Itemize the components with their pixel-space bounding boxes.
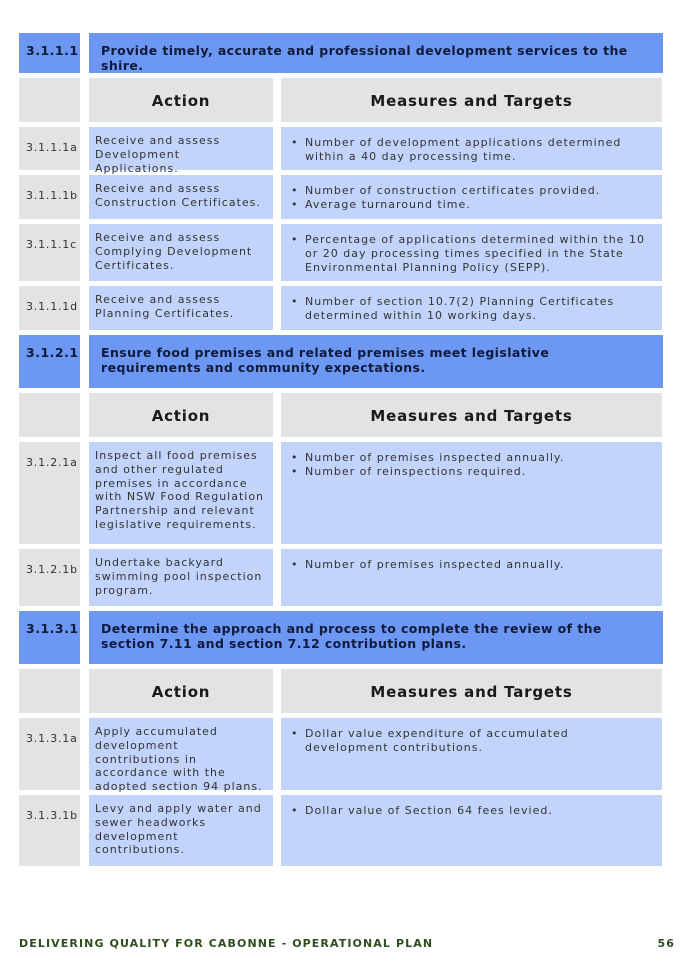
item-measures [281,224,662,281]
item-measures [281,442,662,544]
item-action: Receive and assess Development Applications. [89,127,273,170]
measure-item: • Dollar value of Section 64 fees levied. [291,804,656,818]
section-code: 3.1.1.1 [19,33,80,73]
table-row [19,286,663,330]
item-code: 3.1.2.1a [19,442,80,544]
section-title: Ensure food premises and related premises meet legislative requirements and community expectations. [89,335,663,388]
measure-item: • Number of reinspections required. [291,465,656,479]
action-column-header: Action [89,669,273,713]
item-action: Apply accumulated development contributions in accordance with the adopted section 94 plans. [89,718,273,790]
measures-column-header: Measures and Targets [281,78,662,122]
item-code: 3.1.1.1b [19,175,80,219]
item-code: 3.1.3.1b [19,795,80,866]
item-measures [281,127,662,170]
table-row [19,442,663,544]
section-header [19,33,663,73]
operational-plan-table [19,33,663,871]
table-row [19,127,663,175]
item-measures [281,718,662,790]
footer-title: DELIVERING QUALITY FOR CABONNE - OPERATIONAL PLAN [19,937,434,950]
item-action: Inspect all food premises and other regulated premises in accordance with NSW Food Regulation Partnership and relevant legislative requirements. [89,442,273,544]
column-header-row [19,669,663,713]
section-code: 3.1.2.1 [19,335,80,388]
item-code: 3.1.2.1b [19,549,80,606]
section-header [19,611,663,664]
section-title: Determine the approach and process to complete the review of the section 7.11 and section 7.12 contribution plans. [89,611,663,664]
section-header [19,335,663,388]
action-column-header: Action [89,78,273,122]
item-measures [281,286,662,330]
measure-item: • Percentage of applications determined within the 10 or 20 day processing times specified in the State Environmental Planning Policy (SEPP). [291,233,656,274]
item-code: 3.1.1.1c [19,224,80,281]
item-action: Undertake backyard swimming pool inspection program. [89,549,273,606]
item-measures [281,175,662,219]
item-code: 3.1.1.1a [19,127,80,170]
item-action: Receive and assess Complying Development Certificates. [89,224,273,281]
measure-item: • Number of premises inspected annually. [291,451,656,465]
item-code: 3.1.1.1d [19,286,80,330]
item-action: Receive and assess Construction Certificates. [89,175,273,219]
measure-item: • Average turnaround time. [291,198,656,212]
measures-column-header: Measures and Targets [281,669,662,713]
section-code: 3.1.3.1 [19,611,80,664]
section-title: Provide timely, accurate and professional development services to the shire. [89,33,663,73]
table-row [19,718,663,794]
item-code: 3.1.3.1a [19,718,80,790]
measure-item: • Number of premises inspected annually. [291,558,656,572]
item-measures [281,795,662,866]
table-row [19,224,663,281]
item-measures [281,549,662,606]
measure-item: • Number of construction certificates provided. [291,184,656,198]
column-header-row [19,393,663,437]
measure-item: • Number of section 10.7(2) Planning Certificates determined within 10 working days. [291,295,656,323]
measure-item: • Number of development applications determined within a 40 day processing time. [291,136,656,164]
table-row [19,549,663,606]
item-action: Levy and apply water and sewer headworks development contributions. [89,795,273,866]
item-action: Receive and assess Planning Certificates. [89,286,273,330]
column-header-row [19,78,663,122]
measures-column-header: Measures and Targets [281,393,662,437]
page-footer [19,937,675,950]
action-column-header: Action [89,393,273,437]
table-row [19,795,663,866]
measure-item: • Dollar value expenditure of accumulated development contributions. [291,727,656,755]
page-number: 56 [657,937,675,950]
table-row [19,175,663,219]
